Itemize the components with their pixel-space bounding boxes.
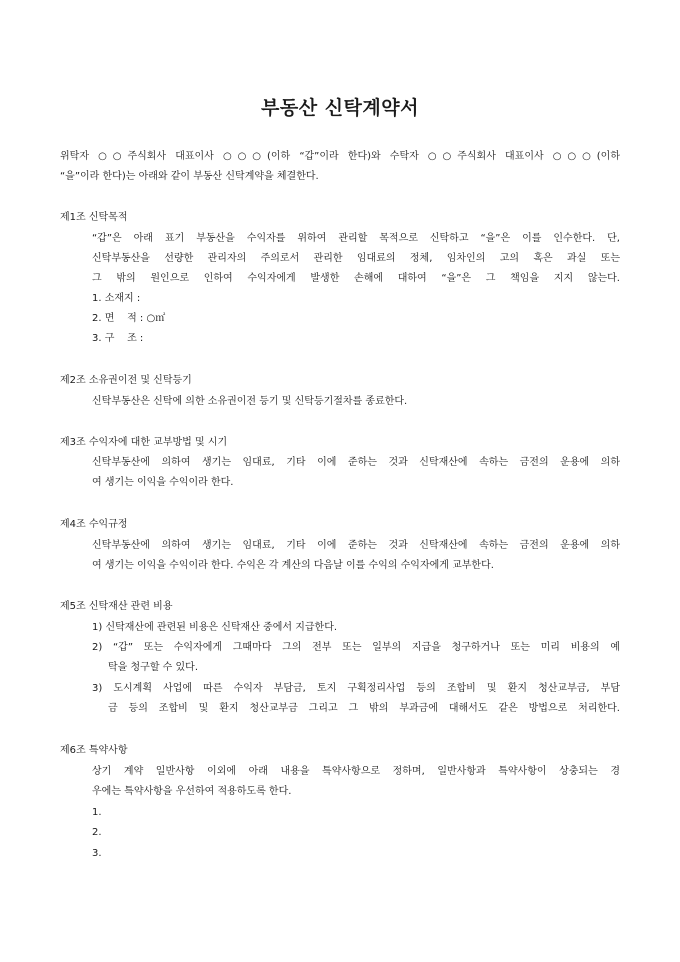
document-title: 부동산 신탁계약서	[261, 97, 419, 119]
article-body-line: 신탁부동산에 의하여 생기는 임대료, 기타 이에 준하는 것과 신탁재산에 속하는 금전의 운용에 의하	[92, 540, 620, 551]
article-heading: 제4조 수익규정	[60, 519, 128, 530]
article-heading: 제1조 신탁목적	[60, 212, 128, 223]
article-body-line: 여 생기는 이익을 수익이라 한다. 수익은 각 계산의 다음날 이를 수익의 수익자에게 교부한다.	[92, 560, 494, 571]
article-heading: 제6조 특약사항	[60, 745, 128, 756]
article-body-line: 상기 계약 일반사항 이외에 아래 내용을 특약사항으로 정하며, 일반사항과 특약사항이 상충되는 경	[92, 766, 620, 777]
article-body-line: 여 생기는 이익을 수익이라 한다.	[92, 477, 234, 488]
list-item: 2) “갑” 또는 수익자에게 그때마다 그의 전부 또는 일부의 지급을 청구하거나 또는 미리 비용의 예	[92, 642, 620, 653]
list-item-continuation: 탁을 청구할 수 있다.	[108, 662, 198, 673]
article-body-line: 신탁부동산에 의하여 생기는 임대료, 기타 이에 준하는 것과 신탁재산에 속하는 금전의 운용에 의하	[92, 457, 620, 468]
intro-line: “을”이라 한다)는 아래와 같이 부동산 신탁계약을 체결한다.	[60, 171, 319, 182]
article-body-line: “갑”은 아래 표기 부동산을 수익자를 위하여 관리할 목적으로 신탁하고 “을”은 이를 인수한다. 단,	[92, 233, 620, 244]
list-item-continuation: 금 등의 조합비 및 환지 청산교부금 그리고 그 밖의 부과금에 대해서도 같은 방법으로 처리한다.	[108, 703, 620, 714]
article-body-line: 신탁부동산을 선량한 관리자의 주의로서 관리한 임대료의 정체, 임차인의 고의 혹은 과실 또는	[92, 253, 620, 264]
article-body-line: 우에는 특약사항을 우선하여 적용하도록 한다.	[92, 786, 292, 797]
list-item: 3) 도시계획 사업에 따른 수익자 부담금, 토지 구획정리사업 등의 조합비 및 환지 청산교부금, 부담	[92, 683, 620, 694]
list-item: 1) 신탁재산에 관련된 비용은 신탁재산 중에서 지급한다.	[92, 622, 338, 633]
article-body-line: 그 밖의 원인으로 인하여 수익자에게 발생한 손해에 대하여 “을”은 그 책임을 지지 않는다.	[92, 273, 620, 284]
list-item: 1. 소재지 :	[92, 293, 141, 304]
article-body-line: 신탁부동산은 신탁에 의한 소유권이전 등기 및 신탁등기절차를 종료한다.	[92, 396, 408, 407]
intro-line: 위탁자 ○○주식회사 대표이사 ○○○(이하 “갑”이라 한다)와 수탁자 ○○주식회사 대표이사 ○○○(이하	[60, 151, 620, 162]
article-heading: 제2조 소유권이전 및 신탁등기	[60, 375, 192, 386]
list-item: 2. 면 적 : ○㎡	[92, 313, 166, 324]
list-item: 3. 구 조 :	[92, 333, 144, 344]
article-heading: 제5조 신탁재산 관련 비용	[60, 601, 173, 612]
list-item: 2.	[92, 827, 102, 838]
list-item: 1.	[92, 807, 102, 818]
list-item: 3.	[92, 848, 102, 859]
article-heading: 제3조 수익자에 대한 교부방법 및 시기	[60, 437, 228, 448]
